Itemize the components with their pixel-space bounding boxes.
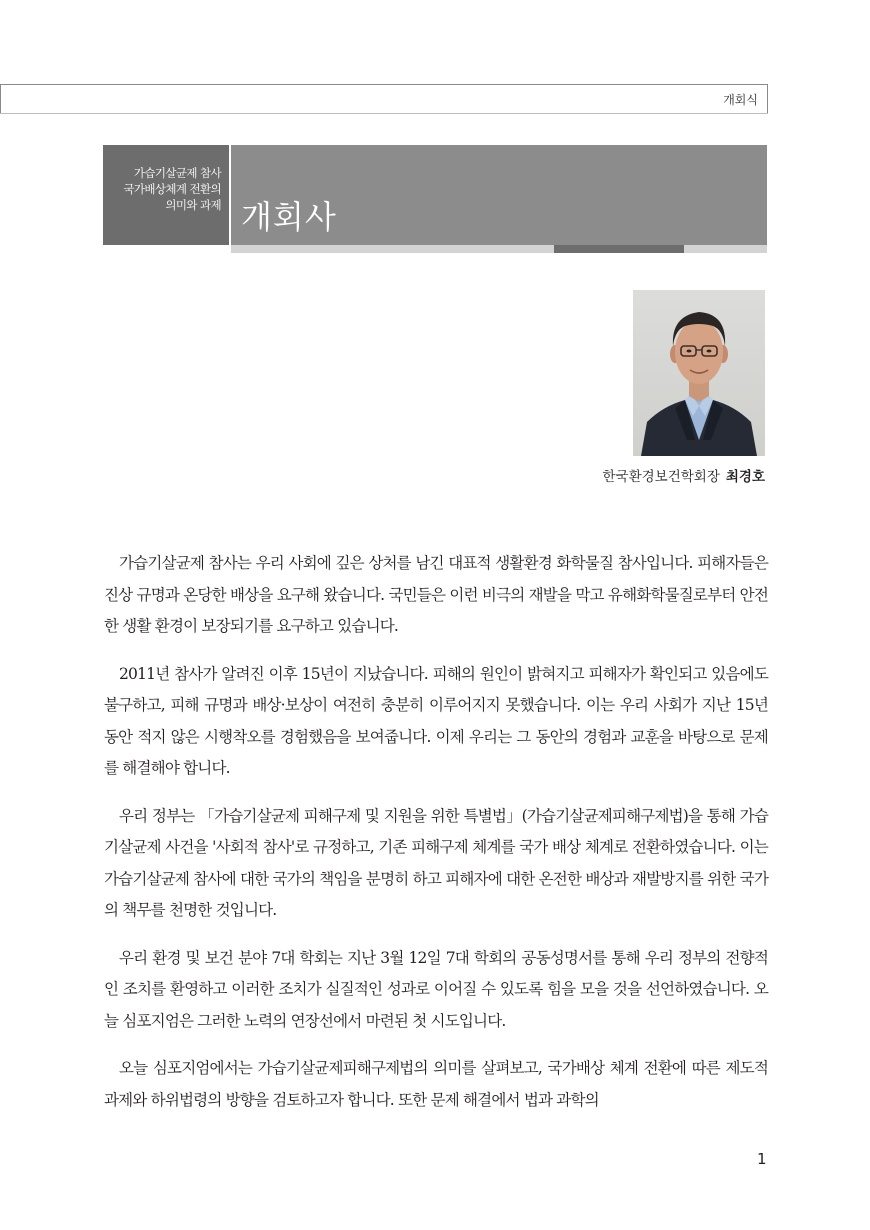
author-name: 최경호	[725, 469, 765, 485]
banner-underbar	[231, 245, 767, 253]
subtitle-line: 의미와 과제	[165, 198, 221, 212]
subtitle-line: 가습기살균제 참사	[133, 166, 221, 180]
author-affiliation: 한국환경보건학회장	[602, 469, 720, 485]
subtitle-line: 국가배상체계 전환의	[123, 182, 221, 196]
paragraph: 우리 환경 및 보건 분야 7대 학회는 지난 3월 12일 7대 학회의 공동성명서를 통해 우리 정부의 전향적인 조치를 환영하고 이러한 조치가 실질적인 성과로 이어질 수 있도록 힘을 모을 것을 선언하였습니다. 오늘 심포지엄은 그러한 노력의 연장선에서 마련된 첫 시도입니다.	[104, 948, 768, 1030]
header-left-rule	[0, 85, 1, 113]
author-photo	[633, 290, 765, 456]
paragraph: 가습기살균제 참사는 우리 사회에 깊은 상처를 남긴 대표적 생활환경 화학물질 참사입니다. 피해자들은 진상 규명과 온당한 배상을 요구해 왔습니다. 국민들은 이런 비극의 재발을 막고 유해화학물질로부터 안전한 생활 환경이 보장되기를 요구하고 있습니다.	[104, 554, 768, 635]
paragraph: 2011년 참사가 알려진 이후 15년이 지났습니다. 피해의 원인이 밝혀지고 피해자가 확인되고 있음에도 불구하고, 피해 규명과 배상·보상이 여전히 충분히 이루어지지 못했습니다. 이는 우리 사회가 지난 15년 동안 적지 않은 시행착오를 경험했음을 보여줍니다. 이제 우리는 그 동안의 경험과 교훈을 바탕으로 문제를 해결해야 합니다.	[104, 664, 768, 777]
running-header	[0, 84, 768, 114]
page-number: 1	[757, 1150, 767, 1168]
title-banner	[103, 145, 767, 245]
paragraph: 우리 정부는 「가습기살균제 피해구제 및 지원을 위한 특별법」(가습기살균제피해구제법)을 통해 가습기살균제 사건을 '사회적 참사'로 규정하고, 기존 피해구제 체계를 국가 배상 체계로 전환하였습니다. 이는 가습기살균제 참사에 대한 국가의 책임을 분명히 하고 피해자에 대한 온전한 배상과 재발방지를 위한 국가의 책무를 천명한 것입니다.	[104, 806, 768, 919]
author-caption	[603, 465, 766, 485]
paragraph: 오늘 심포지엄에서는 가습기살균제피해구제법의 의미를 살펴보고, 국가배상 체계 전환에 따른 제도적 과제와 하위법령의 방향을 검토하고자 합니다. 또한 문제 해결에서 법과 과학의	[104, 1059, 768, 1109]
underbar-accent	[554, 245, 684, 253]
section-name: 개회식	[723, 93, 758, 107]
banner-subtitle-block	[103, 145, 229, 245]
page-title: 개회사	[241, 198, 337, 236]
banner-title-block	[231, 145, 767, 245]
symposium-subtitle	[123, 165, 221, 213]
body-text	[104, 548, 768, 1132]
header-right-rule	[767, 85, 768, 113]
portrait-image	[633, 290, 765, 456]
